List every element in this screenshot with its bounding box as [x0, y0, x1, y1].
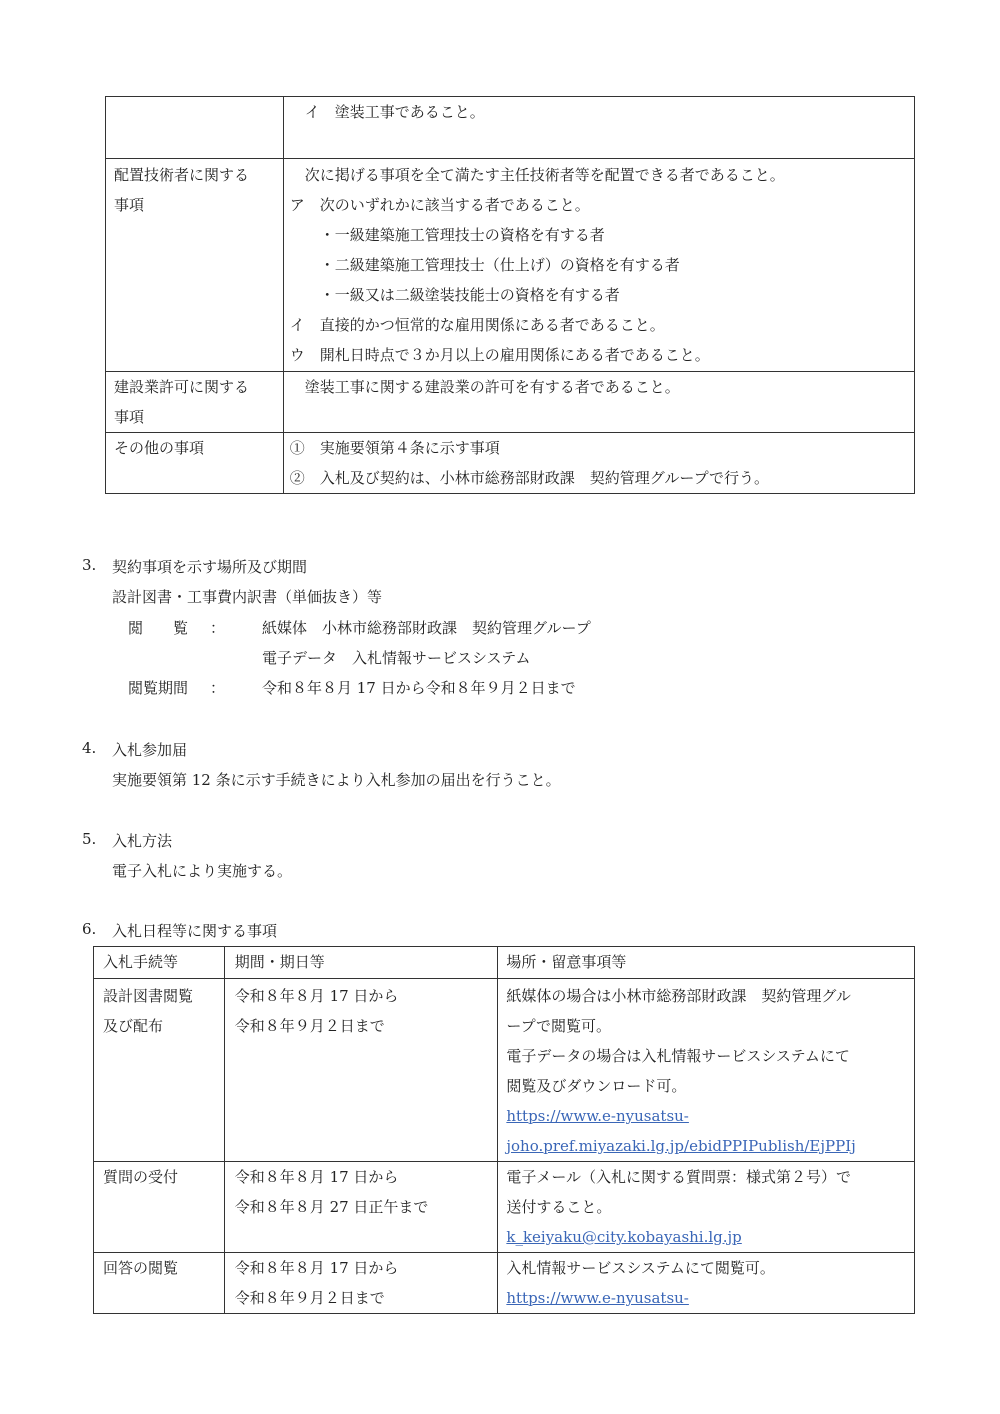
table-header-row	[94, 947, 915, 979]
content-line: 塗装工事に関する建設業の許可を有する者であること。	[289, 378, 680, 396]
table-row	[106, 433, 915, 494]
period-colon: ：	[210, 679, 226, 697]
proc-cell: 設計図書閲覧 及び配布	[94, 979, 225, 1162]
proc-cell: 回答の閲覧	[94, 1253, 225, 1314]
section-4-body: 実施要領第 12 条に示す手続きにより入札参加の届出を行うこと。	[112, 771, 561, 789]
content-line: ① 実施要領第４条に示す事項	[289, 439, 500, 457]
notes-cell: 電子メール（入札に関する質問票：様式第２号）で 送付すること。 k_keiyaku@city.kobayashi.lg.jp	[498, 1162, 915, 1253]
label-line: 事項	[114, 196, 145, 214]
period-value: 令和８年８月 17 日から令和８年９月２日まで	[262, 679, 576, 697]
view-line-1: 紙媒体 小林市総務部財政課 契約管理グループ	[262, 619, 591, 637]
label-line: 建設業許可に関する	[114, 378, 250, 396]
content-line: ウ 開札日時点で３か月以上の雇用関係にある者であること。	[289, 346, 710, 364]
section-5-title: 入札方法	[112, 832, 173, 850]
section-3-subtitle: 設計図書・工事費内訳書（単価抜き）等	[112, 588, 383, 606]
section-3-title: 契約事項を示す場所及び期間	[112, 558, 308, 576]
content-line: イ 塗装工事であること。	[289, 103, 485, 121]
table-row	[94, 1162, 915, 1253]
ebid-link[interactable]: https://www.e-nyusatsu-	[506, 1107, 689, 1125]
view-colon: ：	[210, 619, 226, 637]
content-line: ・二級建築施工管理技士（仕上げ）の資格を有する者	[289, 256, 680, 274]
content-line: ② 入札及び契約は、小林市総務部財政課 契約管理グループで行う。	[289, 469, 770, 487]
section-3-number: 3.	[82, 556, 97, 574]
table-row	[106, 97, 915, 159]
section-5-number: 5.	[82, 830, 97, 848]
table-row	[94, 979, 915, 1162]
label-line: その他の事項	[114, 439, 205, 457]
content-line: 次に掲げる事項を全て満たす主任技術者等を配置できる者であること。	[289, 166, 785, 184]
notes-cell: 紙媒体の場合は小林市総務部財政課 契約管理グル ープで閲覧可。 電子データの場合は入札情報サービスシステムにて 閲覧及びダウンロード可。 https://www.e-nyusatsu- joho.pref.miyazaki.lg.jp/ebidPPIPublish/EjPPIj	[498, 979, 915, 1162]
period-label: 閲覧期間	[128, 679, 189, 697]
column-header: 入札手続等	[94, 947, 225, 979]
row-content	[283, 159, 914, 372]
row-content	[283, 372, 914, 433]
ebid-link[interactable]: https://www.e-nyusatsu-	[506, 1289, 689, 1307]
section-4-number: 4.	[82, 739, 97, 757]
content-line: イ 直接的かつ恒常的な雇用関係にある者であること。	[289, 316, 665, 334]
section-6-number: 6.	[82, 920, 97, 938]
notes-cell: 入札情報サービスシステムにて閲覧可。 https://www.e-nyusatsu-	[498, 1253, 915, 1314]
section-5-body: 電子入札により実施する。	[112, 862, 293, 880]
content-line: ・一級又は二級塗装技能士の資格を有する者	[289, 286, 620, 304]
row-label	[106, 372, 284, 433]
content-line: ア 次のいずれかに該当する者であること。	[289, 196, 590, 214]
row-content	[283, 97, 914, 159]
section-4-title: 入札参加届	[112, 741, 188, 759]
row-label	[106, 433, 284, 494]
qualification-table	[105, 96, 915, 494]
row-label	[106, 159, 284, 372]
view-label: 閲 覧	[128, 619, 189, 637]
content-line: ・一級建築施工管理技士の資格を有する者	[289, 226, 605, 244]
row-content	[283, 433, 914, 494]
table-row	[94, 1253, 915, 1314]
table-row	[106, 372, 915, 433]
label-line: 事項	[114, 408, 145, 426]
row-label	[106, 97, 284, 159]
column-header: 場所・留意事項等	[498, 947, 915, 979]
email-link[interactable]: k_keiyaku@city.kobayashi.lg.jp	[506, 1228, 742, 1246]
proc-cell: 質問の受付	[94, 1162, 225, 1253]
label-line: 配置技術者に関する	[114, 166, 250, 184]
ebid-link-continued[interactable]: joho.pref.miyazaki.lg.jp/ebidPPIPublish/EjPPIj	[506, 1137, 856, 1155]
period-cell: 令和８年８月 17 日から 令和８年８月 27 日正午まで	[224, 1162, 498, 1253]
column-header: 期間・期日等	[224, 947, 498, 979]
view-line-2: 電子データ 入札情報サービスシステム	[262, 649, 531, 667]
period-cell: 令和８年８月 17 日から 令和８年９月２日まで	[224, 1253, 498, 1314]
table-row	[106, 159, 915, 372]
schedule-table	[93, 946, 915, 1314]
section-6-title: 入札日程等に関する事項	[112, 922, 278, 940]
period-cell: 令和８年８月 17 日から 令和８年９月２日まで	[224, 979, 498, 1162]
